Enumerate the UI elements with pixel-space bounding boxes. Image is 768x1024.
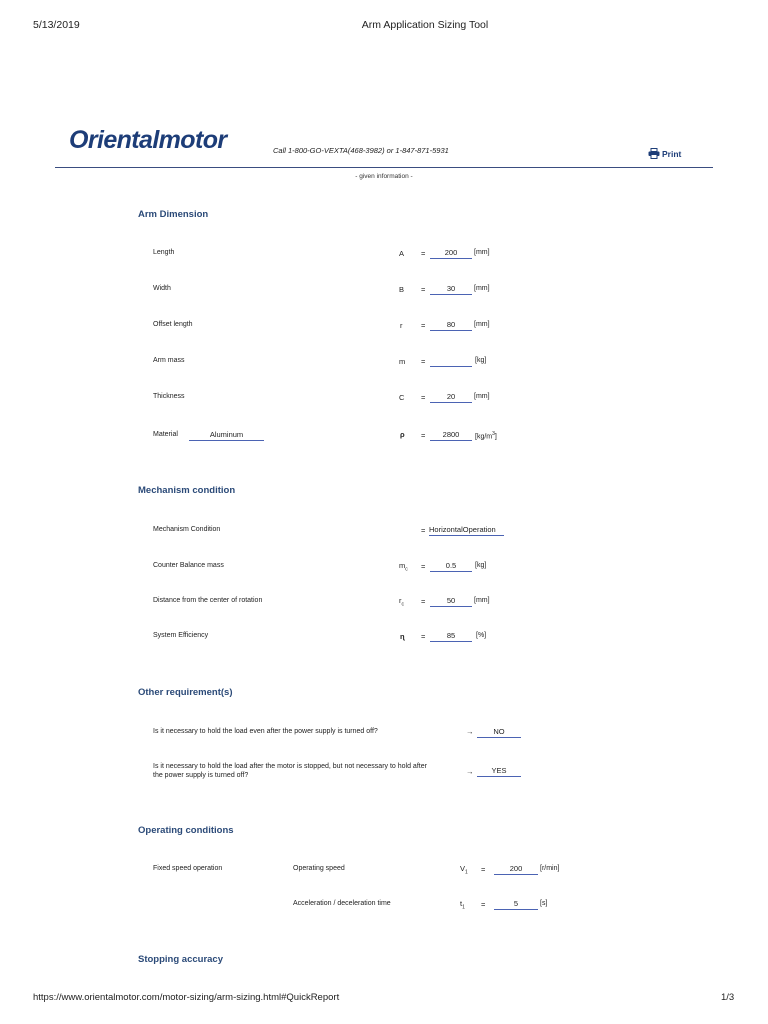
page-url: https://www.orientalmotor.com/motor-sizing/arm-sizing.html#QuickReport xyxy=(33,992,340,1003)
row-unit: [kg] xyxy=(475,562,487,569)
offset-length-value-field[interactable]: 80 xyxy=(430,320,472,331)
row-unit: [mm] xyxy=(474,321,490,328)
row-label: Length xyxy=(153,249,175,256)
question-label-continued: the power supply is turned off? xyxy=(153,772,249,779)
row-symbol: ɳ xyxy=(400,632,405,641)
section-title-mechanism-condition: Mechanism condition xyxy=(138,485,236,496)
row-unit: [mm] xyxy=(474,393,490,400)
row-label: Offset length xyxy=(153,321,193,328)
page-header-title: Arm Application Sizing Tool xyxy=(361,19,489,31)
equals-sign: = xyxy=(421,632,426,641)
width-value-field[interactable]: 30 xyxy=(430,284,472,295)
row-label: Counter Balance mass xyxy=(153,562,224,569)
arrow-right-icon: → xyxy=(466,767,474,776)
row-label: Operating speed xyxy=(293,865,345,872)
equals-sign: = xyxy=(421,562,426,571)
system-efficiency-field[interactable]: 85 xyxy=(430,631,472,642)
row-symbol: A xyxy=(399,249,405,258)
row-label: Material xyxy=(153,431,178,438)
page-number: 1/3 xyxy=(721,992,735,1003)
row-unit: [mm] xyxy=(474,285,490,292)
acceleration-time-field[interactable]: 5 xyxy=(494,899,538,910)
row-symbol: C xyxy=(399,393,405,402)
row-unit: [%] xyxy=(476,632,487,639)
print-date: 5/13/2019 xyxy=(33,19,80,31)
section-title-arm-dimension: Arm Dimension xyxy=(138,209,209,220)
distance-from-center-field[interactable]: 50 xyxy=(430,596,472,607)
row-unit: [s] xyxy=(540,900,548,907)
thickness-value-field[interactable]: 20 xyxy=(430,392,472,403)
header-divider xyxy=(55,167,713,168)
row-label: Acceleration / deceleration time xyxy=(293,900,391,907)
equals-sign: = xyxy=(421,526,426,535)
row-symbol: ρ xyxy=(400,430,405,439)
row-symbol: $V_1$ xyxy=(460,864,468,876)
row-unit: [mm] xyxy=(474,597,490,604)
equals-sign: = xyxy=(421,357,426,366)
phone-contact: Call 1-800-GO-VEXTA(468-3982) or 1-847-871-5931 xyxy=(273,146,449,155)
row-symbol: $t_1$ xyxy=(460,899,465,911)
row-symbol: B xyxy=(399,285,405,294)
material-select[interactable]: Aluminum xyxy=(189,430,264,441)
row-symbol: $m_c$ xyxy=(399,561,408,573)
equals-sign: = xyxy=(481,900,486,909)
section-title-operating-conditions: Operating conditions xyxy=(138,825,234,836)
row-label: Width xyxy=(153,285,171,292)
oriental-motor-logo: Orientalmotor xyxy=(69,126,227,154)
hold-load-motor-stopped-answer[interactable]: YES xyxy=(477,766,521,777)
row-label: Arm mass xyxy=(153,357,185,364)
question-label: Is it necessary to hold the load even after the power supply is turned off? xyxy=(153,728,378,735)
row-unit: $[kg/m^3]$ xyxy=(475,431,497,441)
section-title-other-requirements: Other requirement(s) xyxy=(138,687,233,698)
equals-sign: = xyxy=(421,321,426,330)
hold-load-power-off-answer[interactable]: NO xyxy=(477,727,521,738)
equals-sign: = xyxy=(421,285,426,294)
row-label: Distance from the center of rotation xyxy=(153,597,263,604)
question-label: Is it necessary to hold the load after the motor is stopped, but not necessary to hold after xyxy=(153,763,427,770)
row-label: Thickness xyxy=(153,393,185,400)
row-symbol: $r_c$ xyxy=(399,596,404,608)
section-title-stopping-accuracy: Stopping accuracy xyxy=(138,954,223,965)
equals-sign: = xyxy=(421,431,426,440)
given-information-caption: - given information - xyxy=(355,173,413,180)
row-label: System Efficiency xyxy=(153,632,209,639)
row-unit: [kg] xyxy=(475,357,487,364)
operation-mode-label: Fixed speed operation xyxy=(153,865,223,872)
printer-icon xyxy=(648,148,660,159)
operating-speed-field[interactable]: 200 xyxy=(494,864,538,875)
equals-sign: = xyxy=(421,393,426,402)
row-unit: [mm] xyxy=(474,249,490,256)
row-unit: [r/min] xyxy=(540,865,560,872)
mechanism-condition-select[interactable]: HorizontalOperation xyxy=(429,525,504,536)
arrow-right-icon: → xyxy=(466,727,474,736)
print-button[interactable] xyxy=(648,148,681,159)
row-symbol: r xyxy=(400,321,403,330)
equals-sign: = xyxy=(481,865,486,874)
equals-sign: = xyxy=(421,249,426,258)
arm-mass-value-field[interactable] xyxy=(430,356,472,367)
length-value-field[interactable]: 200 xyxy=(430,248,472,259)
row-label: Mechanism Condition xyxy=(153,526,221,533)
row-symbol: m xyxy=(399,357,406,366)
counter-balance-mass-field[interactable]: 0.5 xyxy=(430,561,472,572)
density-value-field[interactable]: 2800 xyxy=(430,430,472,441)
equals-sign: = xyxy=(421,597,426,606)
print-label: Print xyxy=(662,148,682,159)
